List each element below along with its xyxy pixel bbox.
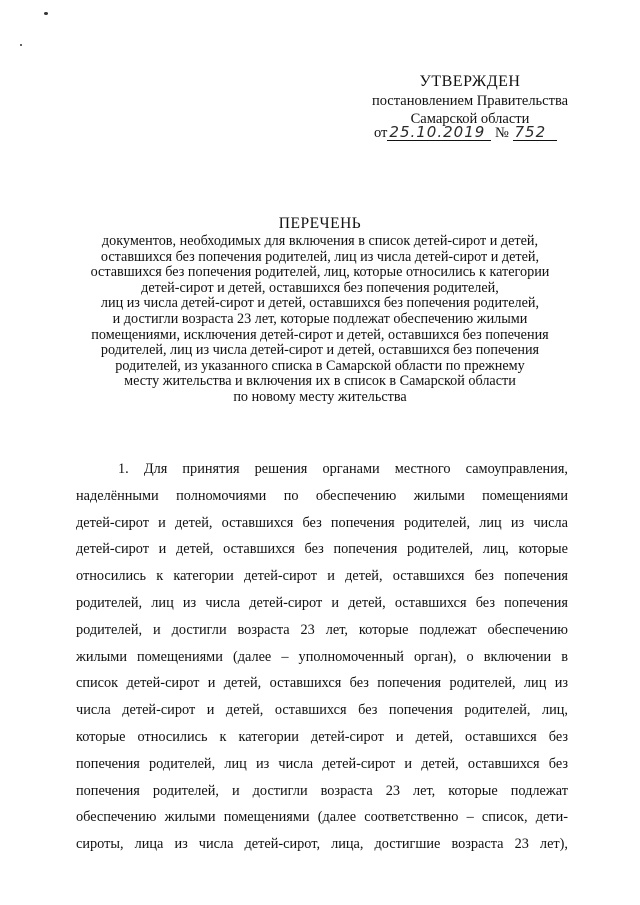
body-line: родителей, лиц из числа детей-сирот и детей, оставшихся без попечения (76, 594, 568, 611)
body-line: детей-сирот и детей, оставшихся без попечения родителей, лиц из числа (76, 514, 568, 531)
subtitle-line: документов, необходимых для включения в список детей-сирот и детей, (101, 233, 539, 249)
body-line: сироты, лица из числа детей-сирот, лица, достигшие возраста 23 лет), (76, 836, 568, 853)
body-line: числа детей-сирот и детей, оставшихся без попечения родителей, лиц, (76, 702, 568, 719)
body-line: жилыми помещениями (далее – уполномоченный орган), о включении в (76, 648, 568, 665)
subtitle-line: по новому месту жительства (233, 388, 407, 405)
subtitle-line: родителей, лиц из числа детей-сирот и детей, оставшихся без попечения (100, 342, 540, 359)
number-prefix: № (495, 125, 509, 141)
body-line: наделёнными полномочиями по обеспечению жилыми помещениями (76, 487, 568, 504)
approval-line-2: Самарской области (410, 111, 530, 127)
body-line: попечения родителей, лиц из числа детей-сирот и детей, оставшихся без (76, 755, 568, 772)
body-line: родителей, и достигли возраста 23 лет, которые подлежат обеспечению (76, 621, 568, 638)
body-line: детей-сирот и детей, оставшихся без попечения родителей, лиц, которые (76, 541, 568, 558)
body-line: попечения родителей, и достигли возраста 23 лет, которые подлежат (76, 782, 568, 799)
subtitle-line: помещениями, исключения детей-сирот и детей, оставшихся без попечения (91, 326, 549, 343)
body-line: список детей-сирот и детей, оставшихся без попечения родителей, лиц из (76, 675, 568, 692)
subtitle-line: лиц из числа детей-сирот и детей, оставшихся без попечения родителей, (100, 295, 540, 312)
handwritten-number: 752 (513, 125, 557, 141)
approved-heading: УТВЕРЖДЕН (419, 73, 521, 90)
scan-speck (20, 44, 22, 46)
subtitle-line: месту жительства и включения их в список в Самарской области (124, 373, 516, 390)
body-line: обеспечению жилыми помещениями (далее соответственно – список, дети- (76, 809, 568, 826)
body-line: относились к категории детей-сирот и детей, оставшихся без попечения (76, 568, 568, 585)
scan-speck (44, 12, 48, 15)
date-prefix: от (374, 125, 388, 141)
subtitle-line: оставшихся без попечения родителей, лиц, которые относились к категории (90, 264, 550, 281)
document-subtitle (60, 234, 580, 406)
subtitle-line: оставшихся без попечения родителей, лиц из числа детей-сирот и детей, (100, 248, 540, 265)
handwritten-date: 25.10.2019 (387, 125, 491, 141)
body-line: 1. Для принятия решения органами местного самоуправления, (118, 461, 568, 477)
document-title: ПЕРЕЧЕНЬ (278, 215, 362, 232)
subtitle-line: детей-сирот и детей, оставшихся без попечения родителей, (141, 279, 499, 296)
approval-block (360, 72, 580, 128)
subtitle-line: родителей, из указанного списка в Самарской области по прежнему (115, 357, 525, 374)
document-body (76, 456, 568, 858)
subtitle-line: и достигли возраста 23 лет, которые подлежат обеспечению жилыми (112, 310, 528, 327)
approval-line-1: постановлением Правительства (371, 93, 569, 109)
approval-date-line (374, 124, 557, 142)
body-line: которые относились к категории детей-сирот и детей, оставшихся без (76, 728, 568, 745)
